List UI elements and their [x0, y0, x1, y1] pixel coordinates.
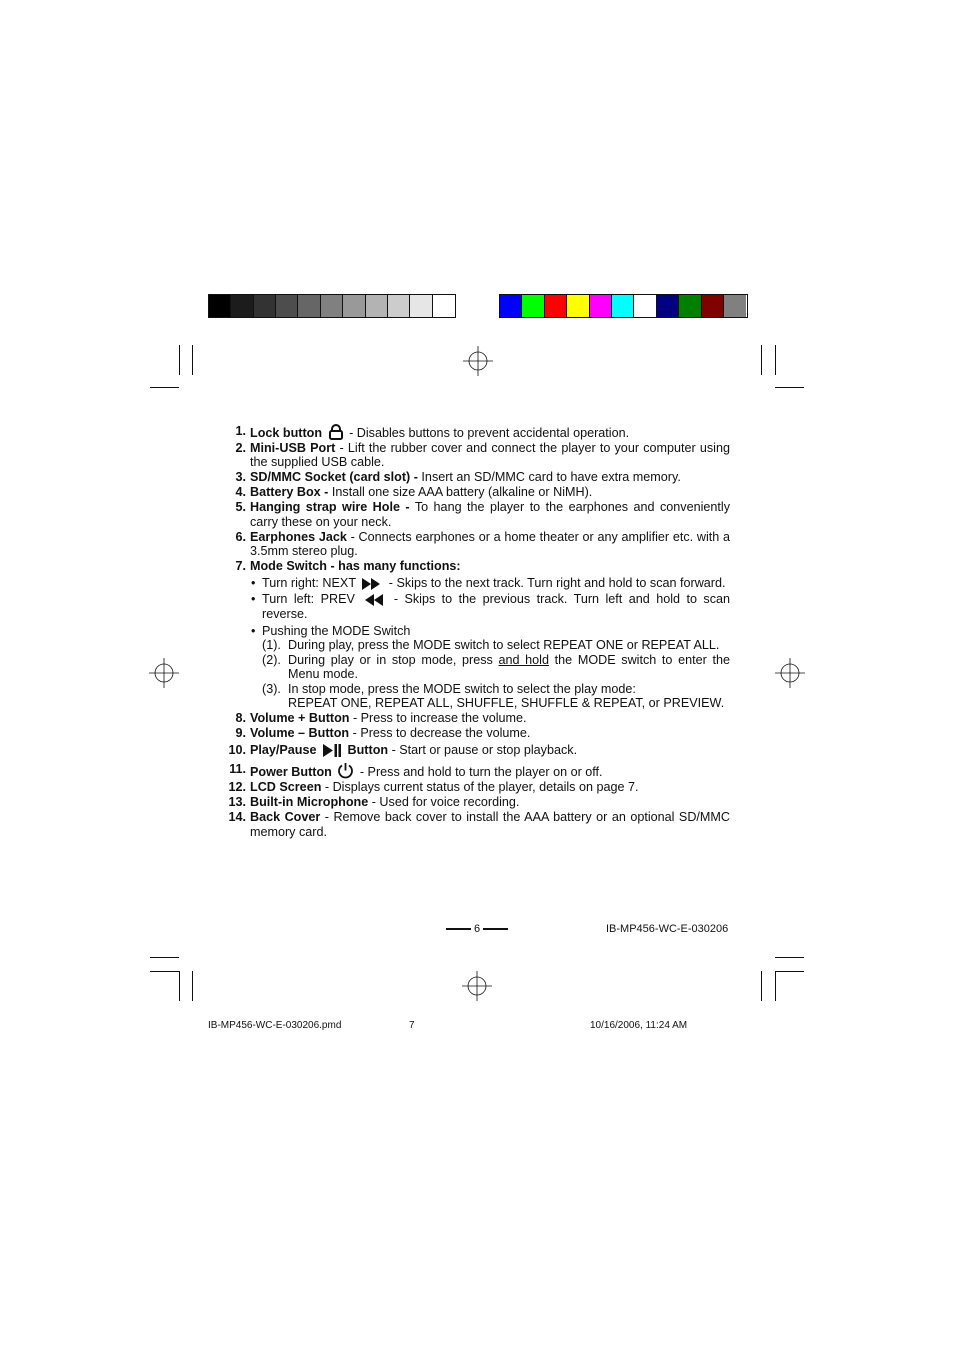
- item-description: - Press and hold to turn the player on or off.: [359, 765, 603, 780]
- color-swatch: [702, 295, 724, 317]
- item-number: 7.: [235, 559, 246, 574]
- crop-mark: [192, 971, 193, 1001]
- list-item: [224, 726, 730, 741]
- item-title: Mini-USB Port: [250, 440, 336, 455]
- controls-list: [224, 424, 730, 840]
- list-item: [224, 424, 730, 441]
- item-description: - Press to increase the volume.: [349, 711, 527, 726]
- crop-mark: [775, 971, 804, 972]
- bullet-dot-icon: •: [251, 623, 256, 638]
- mode-bullet-next: • Turn right: NEXT - Skips to the next track. Turn right and hold to scan forward.: [251, 575, 726, 590]
- color-swatch: [388, 295, 410, 317]
- crop-mark: [775, 345, 776, 375]
- mode-bullet-push: • Pushing the MODE Switch: [251, 623, 411, 638]
- list-item: [224, 500, 730, 529]
- registration-mark-icon: [149, 658, 179, 688]
- list-item: [224, 470, 730, 485]
- color-swatch: [612, 295, 634, 317]
- list-item: [224, 441, 730, 470]
- crop-mark: [775, 387, 804, 388]
- color-swatch: [321, 295, 343, 317]
- mode-sub-item: (3). In stop mode, press the MODE switch to select the play mode: REPEAT ONE, REPEAT ALL, SHUFFLE, SHUFFLE & REPEAT, or PREVIEW.: [262, 681, 725, 711]
- item-number: 3.: [235, 470, 246, 485]
- list-item: [224, 485, 730, 500]
- crop-mark: [775, 957, 804, 958]
- registration-mark-icon: [463, 346, 493, 376]
- color-swatch: [433, 295, 455, 317]
- item-number: 6.: [235, 529, 246, 544]
- crop-mark: [761, 971, 762, 1001]
- item-title: Volume + Button: [250, 711, 350, 726]
- color-swatch: [657, 295, 679, 317]
- list-item: [224, 795, 730, 810]
- item-title: Volume – Button: [250, 725, 350, 740]
- rewind-icon: [363, 594, 385, 606]
- mode-sub-item: (2). During play or in stop mode, press and hold the MODE switch to enter the Menu mode.: [262, 652, 730, 682]
- color-swatch: [500, 295, 522, 317]
- list-item: [224, 780, 730, 795]
- color-swatch: [567, 295, 589, 317]
- item-description: - Disables buttons to prevent accidental operation.: [349, 426, 630, 440]
- item-title: Battery Box -: [250, 485, 329, 500]
- color-swatch: [231, 295, 253, 317]
- item-number: 1.: [235, 424, 246, 438]
- slug-filename: IB-MP456-WC-E-030206.pmd: [208, 1020, 342, 1031]
- crop-mark: [761, 345, 762, 375]
- item-description: - Connects earphones or a home theater or any amplifier etc. with a 3.5mm stereo plug.: [250, 529, 730, 559]
- item-description: To hang the player to the earphones and conveniently carry these on your neck.: [250, 500, 730, 529]
- color-swatch: [276, 295, 298, 317]
- crop-mark: [775, 971, 776, 1001]
- registration-mark-icon: [462, 971, 492, 1001]
- fast-forward-icon: [361, 578, 383, 590]
- color-calibration-bar: [499, 294, 748, 318]
- item-title: Earphones Jack: [250, 529, 347, 544]
- item-number: 4.: [235, 485, 246, 500]
- color-swatch: [590, 295, 612, 317]
- item-title: LCD Screen: [250, 780, 322, 795]
- list-item: [224, 559, 730, 574]
- item-description: - Remove back cover to install the AAA battery or an optional SD/MMC memory card.: [250, 810, 730, 839]
- item-number: 11.: [229, 762, 246, 777]
- crop-mark: [192, 345, 193, 375]
- crop-mark: [150, 387, 179, 388]
- color-swatch: [545, 295, 567, 317]
- list-item: [224, 762, 730, 780]
- crop-mark: [179, 345, 180, 375]
- lock-icon: [328, 424, 344, 440]
- list-item: [224, 743, 730, 758]
- crop-mark: [179, 971, 180, 1001]
- mode-sub-item: (1). During play, press the MODE switch to select REPEAT ONE or REPEAT ALL.: [262, 638, 720, 653]
- item-number: 8.: [235, 711, 246, 726]
- color-swatch: [209, 295, 231, 317]
- item-description: Insert an SD/MMC card to have extra memory.: [417, 470, 681, 485]
- mode-bullet-prev: • Turn left: PREV - Skips to the previous track. Turn left and hold to scan reverse.: [251, 592, 730, 621]
- list-item: [224, 530, 730, 559]
- item-description: - Press to decrease the volume.: [349, 725, 531, 740]
- item-description: - Lift the rubber cover and connect the player to your computer using the supplied USB cable.: [250, 440, 730, 470]
- color-swatch: [522, 295, 544, 317]
- color-swatch: [679, 295, 701, 317]
- document-code: IB-MP456-WC-E-030206: [606, 923, 729, 935]
- bullet-dot-icon: •: [251, 592, 256, 607]
- crop-mark: [150, 957, 179, 958]
- color-swatch: [634, 295, 656, 317]
- item-number: 13.: [228, 795, 246, 810]
- item-title: Mode Switch - has many functions:: [250, 559, 461, 574]
- item-number: 14.: [228, 810, 246, 825]
- list-item: [224, 711, 730, 726]
- bullet-dot-icon: •: [251, 575, 256, 590]
- item-number: 5.: [235, 500, 246, 515]
- item-title: SD/MMC Socket (card slot) -: [250, 470, 418, 485]
- item-title: Power Button: [250, 765, 332, 780]
- item-description: - Displays current status of the player, details on page 7.: [321, 780, 639, 795]
- item-title: Play/Pause: [250, 742, 317, 757]
- color-swatch: [724, 295, 746, 317]
- item-description: Install one size AAA battery (alkaline or NiMH).: [328, 485, 593, 500]
- color-swatch: [254, 295, 276, 317]
- item-number: 2.: [235, 440, 246, 455]
- crop-mark: [150, 971, 179, 972]
- item-title: Lock button: [250, 426, 323, 440]
- item-title: Hanging strap wire Hole -: [250, 500, 410, 515]
- page-number: 6: [446, 923, 508, 935]
- color-swatch: [343, 295, 365, 317]
- grayscale-calibration-bar: [208, 294, 456, 318]
- play-pause-icon: [322, 744, 342, 757]
- color-swatch: [366, 295, 388, 317]
- power-icon: [337, 762, 354, 779]
- item-number: 10.: [228, 742, 246, 757]
- color-swatch: [410, 295, 432, 317]
- item-title: Button: [347, 742, 389, 757]
- color-swatch: [298, 295, 320, 317]
- slug-datetime: 10/16/2006, 11:24 AM: [590, 1020, 688, 1031]
- item-title: Built-in Microphone: [250, 795, 369, 810]
- item-description: - Used for voice recording.: [368, 795, 520, 810]
- item-title: Back Cover: [250, 810, 321, 825]
- item-number: 12.: [228, 780, 246, 795]
- registration-mark-icon: [775, 658, 805, 688]
- slug-page: 7: [409, 1020, 415, 1031]
- item-description: - Start or pause or stop playback.: [388, 742, 578, 757]
- item-number: 9.: [235, 725, 246, 740]
- list-item: [224, 810, 730, 839]
